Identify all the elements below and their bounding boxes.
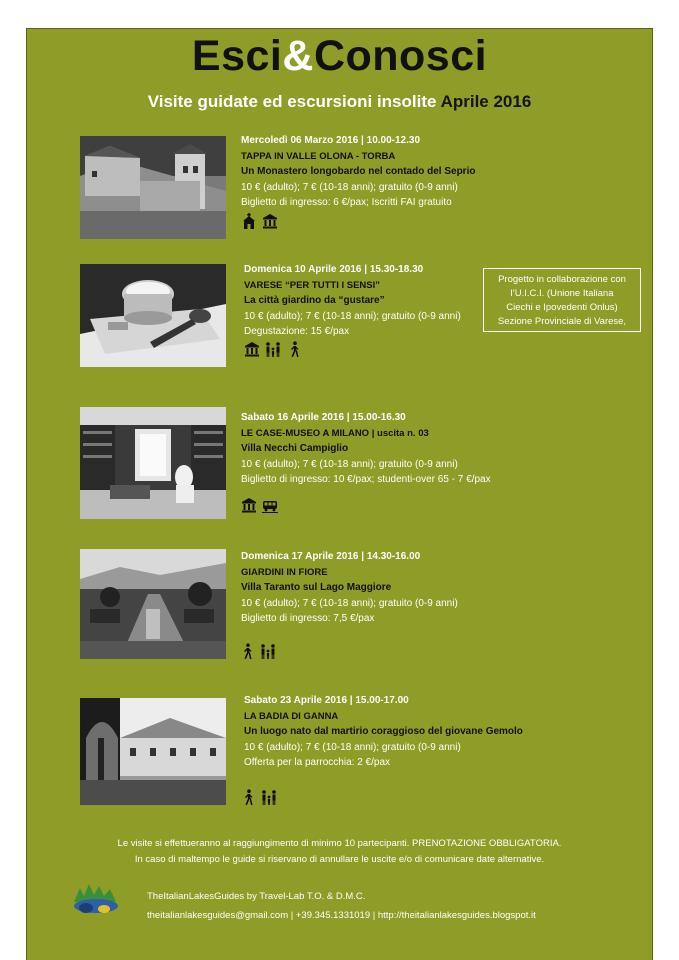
title-ampersand: &	[282, 32, 314, 80]
event-photo-monastery	[80, 136, 226, 239]
family-icon	[260, 643, 276, 659]
event-subtitle: Villa Taranto sul Lago Maggiore	[241, 582, 392, 593]
museum-icon	[262, 213, 278, 229]
event-extra: Degustazione: 15 €/pax	[244, 326, 350, 337]
walking-icon	[239, 643, 255, 659]
poster-title	[0, 32, 679, 81]
event-subtitle: Villa Necchi Campiglio	[241, 443, 349, 454]
family-icon	[261, 789, 277, 805]
event-photo-villa-interior	[80, 407, 226, 519]
event-date: Sabato 23 Aprile 2016 | 15.00-17.00	[244, 695, 409, 706]
train-icon	[262, 497, 278, 513]
event-prices: 10 € (adulto); 7 € (10-18 anni); gratuito (0-9 anni)	[244, 741, 461, 753]
walking-icon	[240, 789, 256, 805]
note-line: Sezione Provinciale di Varese,	[497, 316, 627, 327]
title-part-1: Esci	[191, 32, 283, 80]
title-part-2: Conosci	[313, 32, 488, 80]
museum-icon	[241, 497, 257, 513]
event-prices: 10 € (adulto); 7 € (10-18 anni); gratuito (0-9 anni)	[241, 597, 458, 609]
museum-icon	[244, 341, 260, 357]
event-extra: Biglietto di ingresso: 7,5 €/pax	[241, 613, 375, 624]
event-date: Domenica 10 Aprile 2016 | 15.30-18.30	[244, 264, 424, 275]
collaboration-note	[483, 268, 641, 332]
contact-block	[147, 887, 536, 925]
event-name: VARESE “PER TUTTI I SENSI”	[244, 279, 381, 291]
event-prices: 10 € (adulto); 7 € (10-18 anni); gratuito (0-9 anni)	[241, 458, 458, 470]
note-line: Ciechi e Ipovedenti Onlus)	[506, 302, 618, 313]
family-icon	[265, 341, 281, 357]
event-photo-garden	[80, 549, 226, 659]
event-subtitle: Un Monastero longobardo nel contado del Seprio	[241, 166, 476, 177]
event-prices: 10 € (adulto); 7 € (10-18 anni); gratuito (0-9 anni)	[244, 310, 461, 322]
event-subtitle: La città giardino da “gustare”	[244, 295, 385, 306]
company-logo	[72, 880, 120, 918]
subtitle-month: Aprile 2016	[440, 92, 532, 111]
organization-name: TheItalianLakesGuides by Travel-Lab T.O. & D.M.C.	[147, 891, 366, 902]
event-name: LE CASE-MUSEO A MILANO | uscita n. 03	[241, 427, 429, 439]
event-name: GIARDINI IN FIORE	[241, 566, 328, 578]
note-line: l’U.I.C.I. (Unione Italiana	[510, 288, 614, 299]
footer-line-weather: In caso di maltempo le guide si riservano di annullare le uscite e/o di comunicare date alternative.	[134, 854, 545, 865]
event-name: LA BADIA DI GANNA	[244, 710, 339, 722]
footer-info	[0, 836, 679, 868]
event-prices: 10 € (adulto); 7 € (10-18 anni); gratuito (0-9 anni)	[241, 181, 458, 193]
event-photo-food	[80, 264, 226, 367]
contact-details[interactable]: theitalianlakesguides@gmail.com | +39.345.1331019 | http://theitalianlakesguides.blogspot.it	[147, 910, 536, 921]
event-name: TAPPA IN VALLE OLONA - TORBA	[241, 150, 396, 162]
church-icon	[241, 213, 257, 229]
walking-icon	[286, 341, 302, 357]
poster-subtitle	[0, 92, 679, 112]
note-line: Progetto in collaborazione con	[498, 274, 626, 285]
event-date: Mercoledì 06 Marzo 2016 | 10.00-12.30	[241, 135, 421, 146]
event-extra: Biglietto di ingresso: 10 €/pax; studenti-over 65 - 7 €/pax	[241, 474, 491, 485]
event-date: Sabato 16 Aprile 2016 | 15.00-16.30	[241, 412, 406, 423]
event-subtitle: Un luogo nato dal martirio coraggioso del giovane Gemolo	[244, 726, 523, 737]
event-extra: Biglietto di ingresso: 6 €/pax; Iscritti FAI gratuito	[241, 197, 452, 208]
subtitle-text: Visite guidate ed escursioni insolite	[147, 92, 437, 111]
event-date: Domenica 17 Aprile 2016 | 14.30-16.00	[241, 551, 421, 562]
event-photo-abbey	[80, 698, 226, 805]
event-extra: Offerta per la parrocchia: 2 €/pax	[244, 757, 391, 768]
footer-line-minimum: Le visite si effettueranno al raggiungimento di minimo 10 partecipanti. PRENOTAZIONE OBBLIGATORIA.	[117, 838, 562, 849]
